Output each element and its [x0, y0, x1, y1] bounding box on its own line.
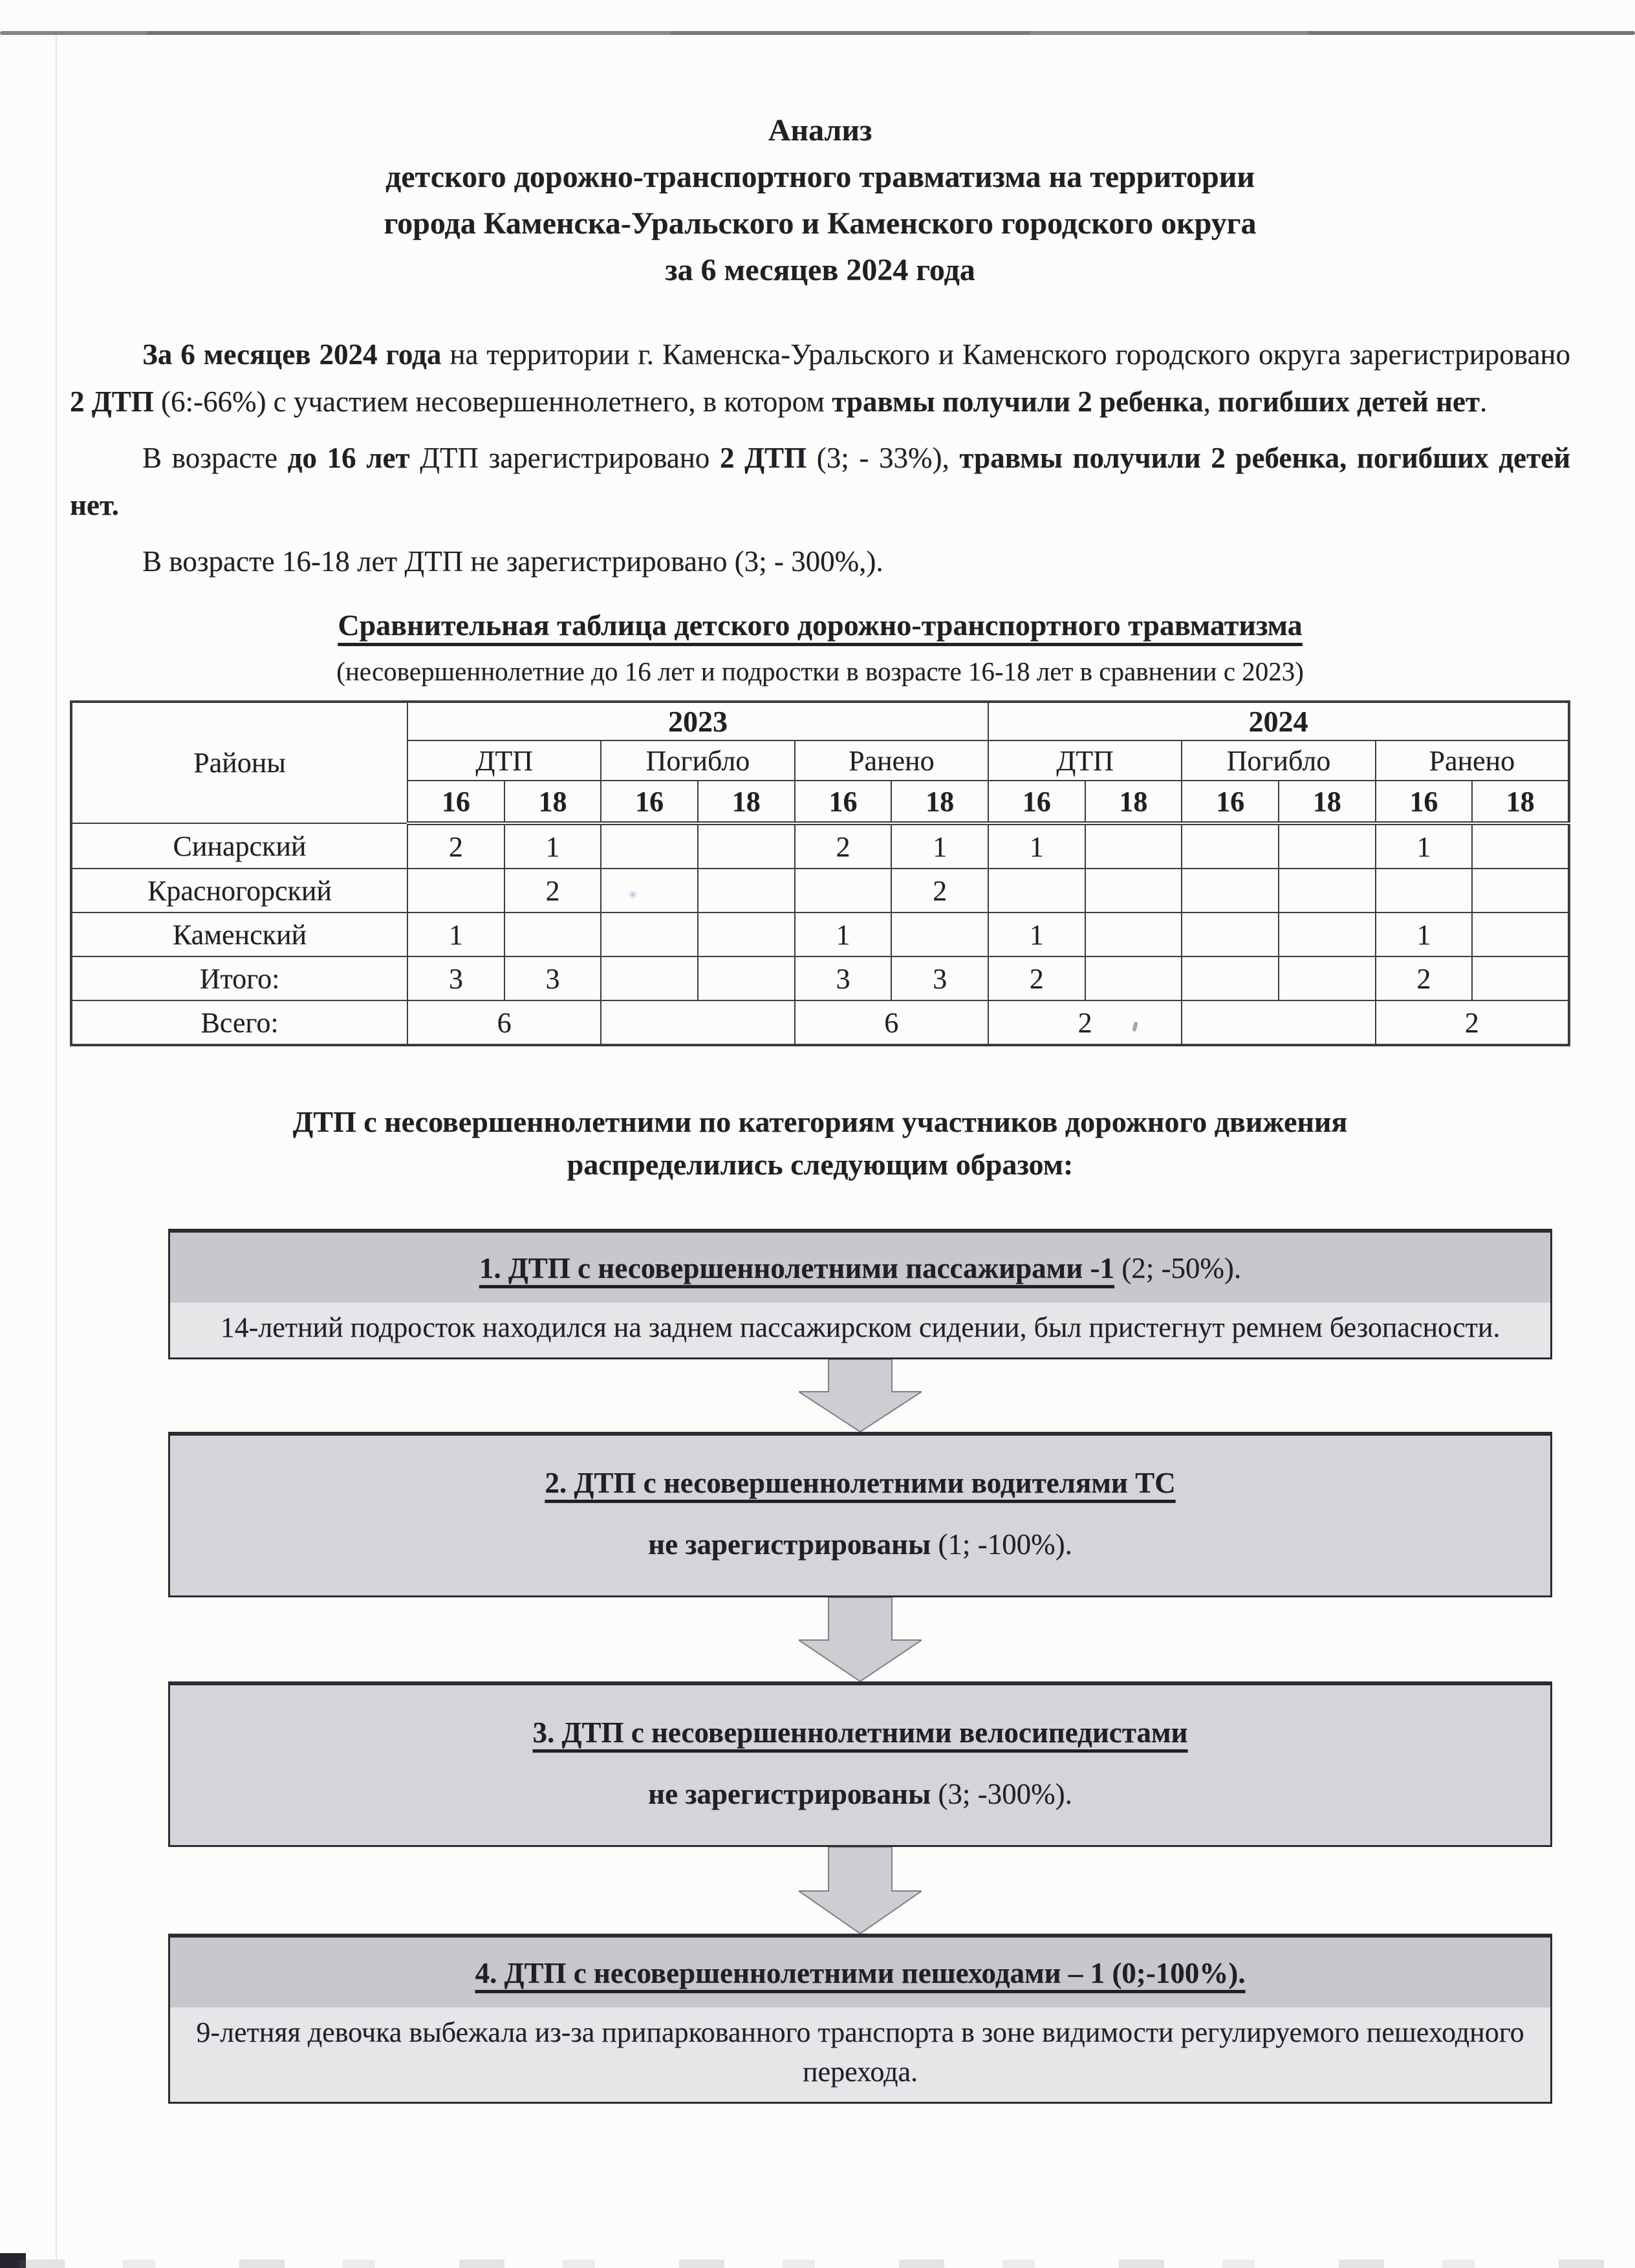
header-cell-age: 18 — [891, 781, 988, 823]
table-cell — [698, 913, 795, 956]
table-cell: 1 — [988, 913, 1085, 956]
table-cell: 1 — [795, 913, 892, 956]
table-cell: 3 — [504, 956, 601, 1000]
table-header-row — [71, 702, 1569, 740]
table-cell: 2 — [504, 869, 601, 913]
table-cell — [1472, 956, 1569, 1000]
table-cell: 1 — [1376, 913, 1473, 956]
title-line: Анализ — [768, 113, 872, 147]
table-cell: 2 — [988, 1000, 1182, 1045]
table-cell: 2 — [988, 956, 1085, 1000]
table-cell — [1279, 956, 1376, 1000]
header-cell-age: 18 — [1472, 781, 1569, 823]
title-line: за 6 месяцев 2024 года — [665, 253, 975, 287]
table-row — [71, 869, 1569, 913]
table-row — [71, 913, 1569, 956]
table-cell — [1085, 823, 1182, 869]
flow-box-cyclists — [168, 1681, 1552, 1847]
title-line: города Каменска-Уральского и Каменского городского округа — [384, 206, 1257, 241]
header-cell-year-2023: 2023 — [407, 702, 988, 740]
header-cell-metric: ДТП — [407, 740, 601, 781]
flow-box-body: 14-летний подросток находился на заднем пассажирском сидении, был пристегнут ремнем безопасности. — [170, 1302, 1550, 1357]
table-cell: 1 — [504, 823, 601, 869]
row-label-cell: Красногорский — [71, 869, 407, 913]
header-cell-metric: Ранено — [795, 740, 988, 781]
down-arrow-icon — [168, 1359, 1552, 1432]
table-cell — [1182, 869, 1279, 913]
table-cell — [1279, 823, 1376, 869]
table-cell — [1182, 1000, 1375, 1045]
paragraph-summary: За 6 месяцев 2024 года на территории г. Каменска-Уральского и Каменского городского округа зарегистрировано 2 ДТП (6:-66%) с участием несовершеннолетнего, в котором травмы получили 2 ребенка, погибших детей нет. — [70, 338, 1571, 418]
flow-box-body: не зарегистрированы (3; -300%). — [648, 1778, 1072, 1810]
header-cell-age: 16 — [1376, 781, 1473, 823]
table-cell: 2 — [795, 823, 892, 869]
table-cell — [1376, 869, 1473, 913]
table-cell — [407, 869, 504, 913]
table-cell — [1472, 869, 1569, 913]
table-cell — [1085, 913, 1182, 956]
flow-box-title: 2. ДТП с несовершеннолетними водителями ТС — [545, 1467, 1176, 1499]
table-cell — [1182, 913, 1279, 956]
header-cell-age: 18 — [1279, 781, 1376, 823]
scan-edge-left — [56, 35, 57, 2260]
table-cell — [1182, 823, 1279, 869]
flow-box-title: 4. ДТП с несовершеннолетними пешеходами – 1 (0;-100%). — [170, 1938, 1550, 2007]
comparison-table — [70, 700, 1570, 1046]
table-cell: 6 — [407, 1000, 601, 1045]
flow-box-title: 3. ДТП с несовершеннолетними велосипедистами — [532, 1716, 1188, 1749]
table-cell: 1 — [407, 913, 504, 956]
header-cell-age: 16 — [601, 781, 698, 823]
header-cell-districts: Районы — [71, 702, 407, 823]
table-cell — [601, 913, 698, 956]
table-row — [71, 823, 1569, 869]
flow-box-body: 9-летняя девочка выбежала из-за припаркованного транспорта в зоне видимости регулируемого пешеходного перехода. — [170, 2007, 1550, 2102]
document-title — [70, 107, 1570, 294]
table-cell: 6 — [795, 1000, 988, 1045]
table-cell — [1279, 913, 1376, 956]
table-cell: 1 — [988, 823, 1085, 869]
table-cell — [891, 913, 988, 956]
header-cell-age: 18 — [698, 781, 795, 823]
table-cell — [601, 1000, 794, 1045]
table-cell — [1472, 913, 1569, 956]
header-cell-age: 16 — [988, 781, 1085, 823]
row-label-cell: Каменский — [71, 913, 407, 956]
down-arrow-icon — [168, 1597, 1552, 1681]
table-cell — [601, 956, 698, 1000]
flow-box-passengers — [168, 1229, 1552, 1359]
table-cell: 1 — [1376, 823, 1473, 869]
header-cell-age: 18 — [504, 781, 601, 823]
table-row — [71, 956, 1569, 1000]
table-cell: 3 — [891, 956, 988, 1000]
header-cell-age: 18 — [1085, 781, 1182, 823]
table-cell — [1472, 823, 1569, 869]
table-cell — [698, 823, 795, 869]
table-cell: 3 — [407, 956, 504, 1000]
table-cell — [1085, 869, 1182, 913]
section-heading: ДТП с несовершеннолетними по категориям участников дорожного движения распределились следующим образом: — [292, 1105, 1348, 1181]
table-row — [71, 1000, 1569, 1045]
table-cell — [698, 956, 795, 1000]
table-cell: 2 — [1376, 956, 1473, 1000]
flow-box-title: 1. ДТП с несовершеннолетними пассажирами -1 (2; -50%). — [170, 1233, 1550, 1302]
table-cell — [601, 869, 698, 913]
table-cell — [795, 869, 892, 913]
header-cell-metric: Погибло — [1182, 740, 1375, 781]
header-cell-age: 16 — [407, 781, 504, 823]
header-cell-age: 16 — [1182, 781, 1279, 823]
table-subtitle: (несовершеннолетние до 16 лет и подростки в возрасте 16-18 лет в сравнении с 2023) — [336, 656, 1304, 686]
title-line: детского дорожно-транспортного травматизма на территории — [385, 160, 1255, 194]
flow-box-body: не зарегистрированы (1; -100%). — [648, 1528, 1072, 1561]
table-cell — [601, 823, 698, 869]
scan-bottom-noise — [19, 2260, 1617, 2268]
table-cell: 1 — [891, 823, 988, 869]
table-cell: 2 — [1376, 1000, 1569, 1045]
row-label-cell: Синарский — [71, 823, 407, 869]
flow-box-drivers — [168, 1432, 1552, 1597]
table-cell: 2 — [407, 823, 504, 869]
flow-diagram — [168, 1229, 1552, 2104]
header-cell-metric: Ранено — [1376, 740, 1569, 781]
table-cell — [698, 869, 795, 913]
paragraph-under16: В возрасте до 16 лет ДТП зарегистрировано 2 ДТП (3; - 33%), травмы получили 2 ребенка, погибших детей нет. — [70, 442, 1570, 521]
table-cell — [1085, 956, 1182, 1000]
table-title: Сравнительная таблица детского дорожно-транспортного травматизма — [338, 609, 1303, 642]
down-arrow-icon — [168, 1847, 1552, 1934]
flow-box-pedestrians — [168, 1934, 1552, 2104]
table-cell — [1279, 869, 1376, 913]
table-cell — [988, 869, 1085, 913]
table-cell: 2 — [891, 869, 988, 913]
header-cell-metric: ДТП — [988, 740, 1182, 781]
header-cell-age: 16 — [795, 781, 892, 823]
header-cell-metric: Погибло — [601, 740, 794, 781]
row-label-cell: Всего: — [71, 1000, 407, 1045]
table-cell — [504, 913, 601, 956]
header-cell-year-2024: 2024 — [988, 702, 1569, 740]
paragraph-16-18: В возрасте 16-18 лет ДТП не зарегистрировано (3; - 300%,). — [142, 545, 883, 578]
table-body — [71, 823, 1569, 1045]
table-cell — [1182, 956, 1279, 1000]
row-label-cell: Итого: — [71, 956, 407, 1000]
table-cell: 3 — [795, 956, 892, 1000]
